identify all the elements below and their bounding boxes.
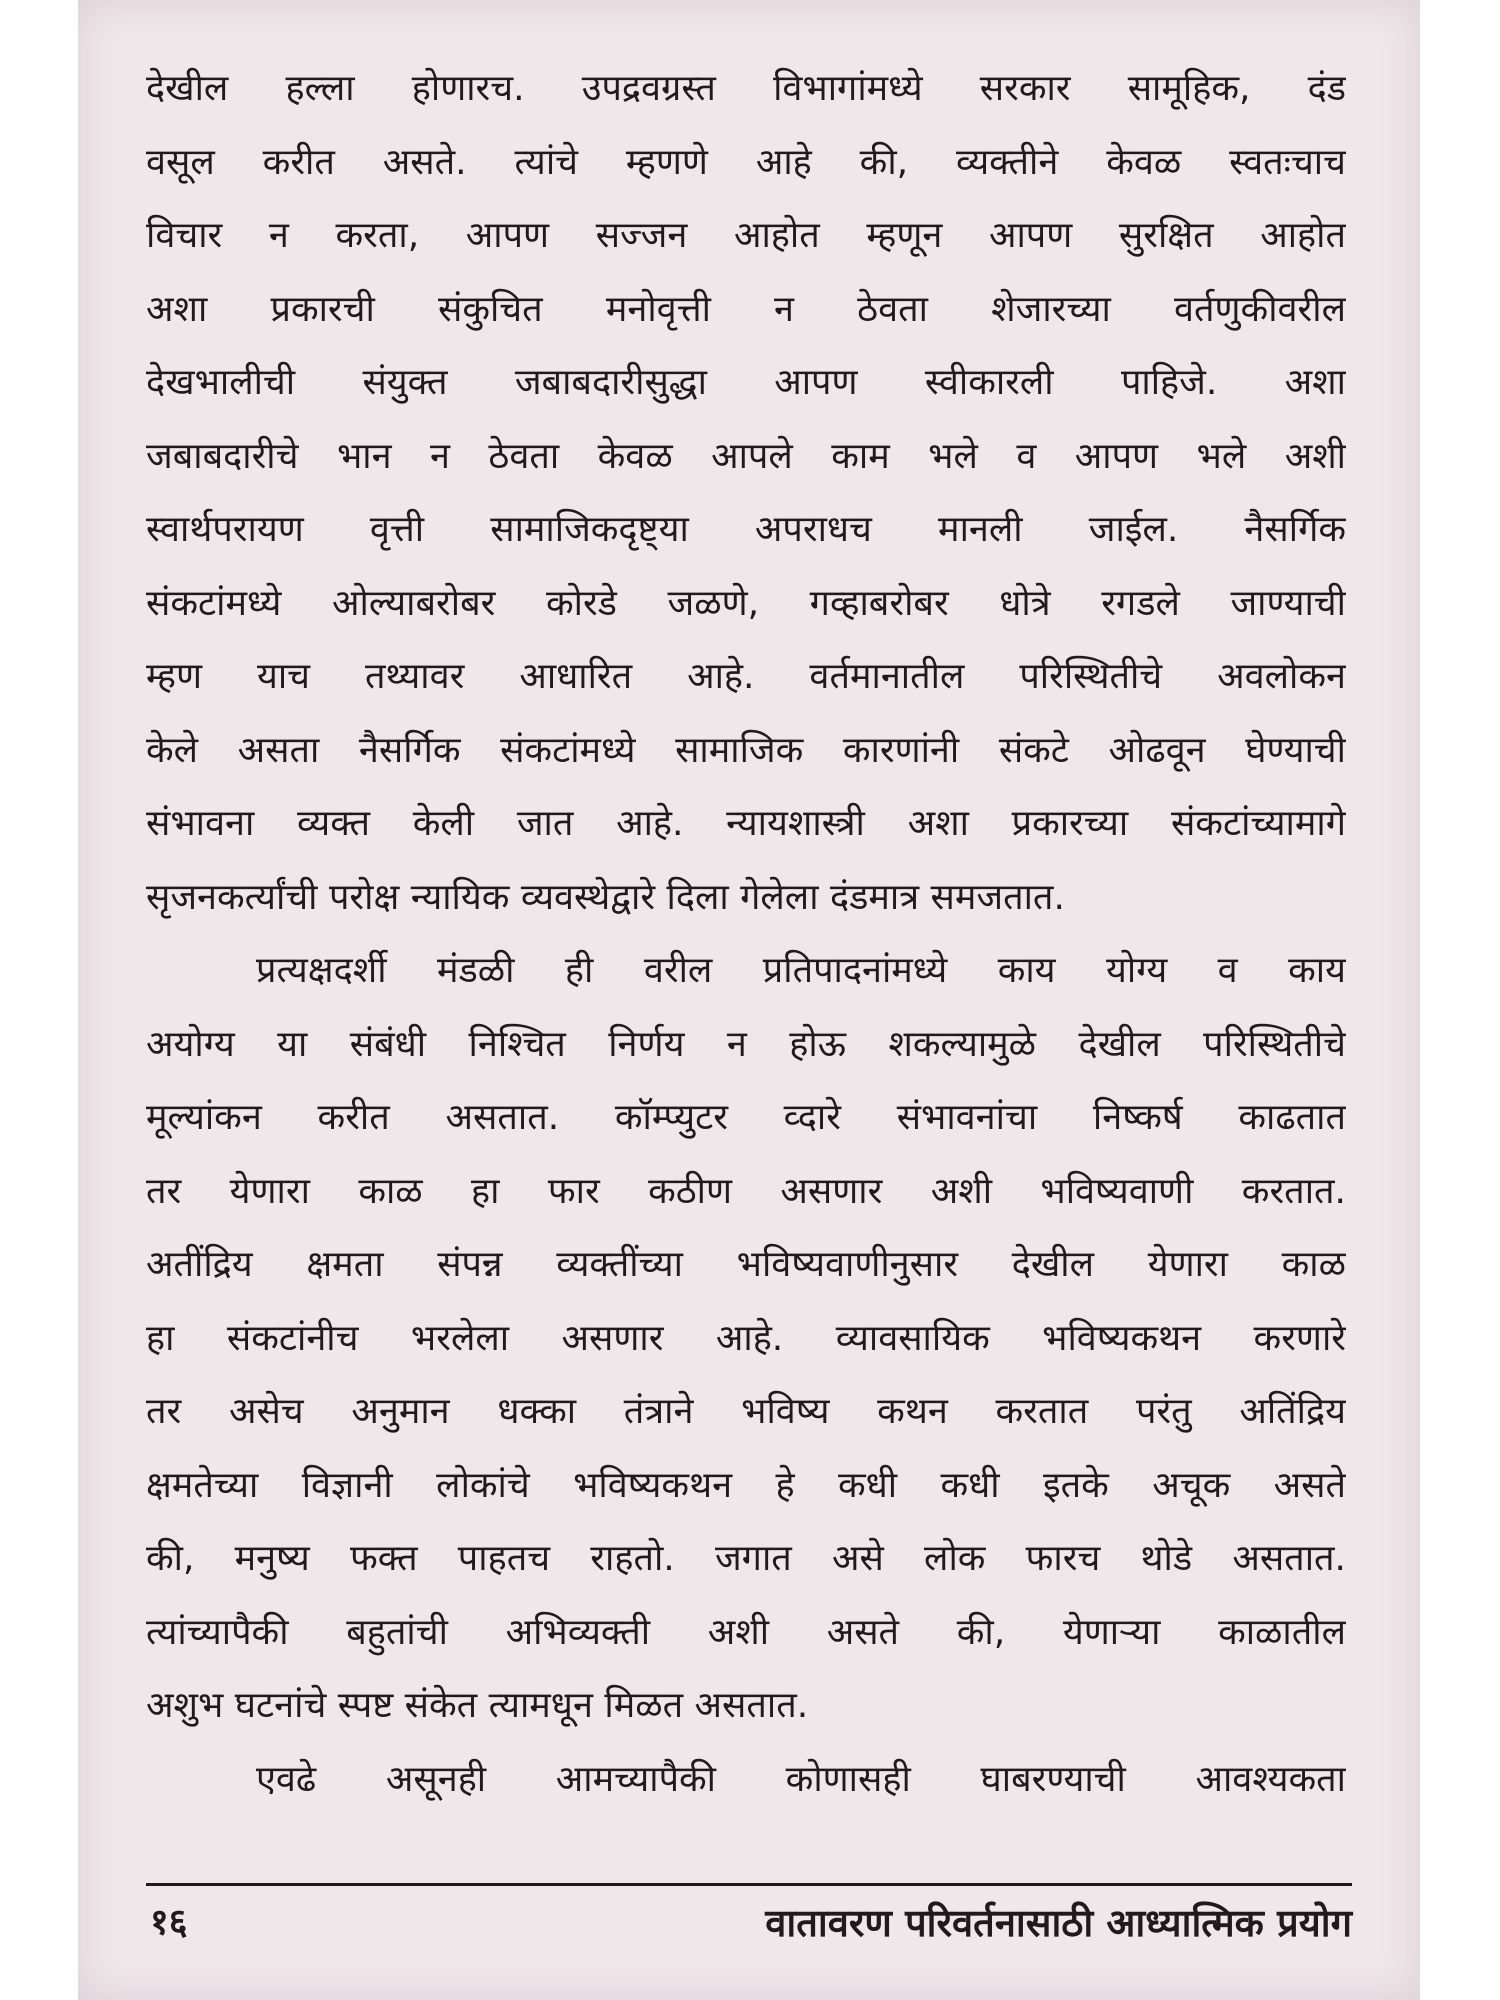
- text-line: अतींद्रिय क्षमता संपन्न व्यक्तींच्या भविष्यवाणीनुसार देखील येणारा काळ: [146, 1244, 1346, 1285]
- text-line: अशुभ घटनांचे स्पष्ट संकेत त्यामधून मिळत असतात.: [146, 1685, 809, 1726]
- footer-rule: [146, 1883, 1352, 1886]
- text-line: विचार न करता, आपण सज्जन आहोत म्हणून आपण सुरक्षित आहोत: [146, 215, 1346, 256]
- text-line: संकटांमध्ये ओल्याबरोबर कोरडे जळणे, गव्हाबरोबर धोत्रे रगडले जाण्याची: [146, 582, 1346, 624]
- text-line: केले असता नैसर्गिक संकटांमध्ये सामाजिक कारणांनी संकटे ओढवून घेण्याची: [146, 729, 1346, 771]
- text-line: हा संकटांनीच भरलेला असणार आहे. व्यावसायिक भविष्यकथन करणारे: [146, 1317, 1346, 1359]
- text-line: देखील हल्ला होणारच. उपद्रवग्रस्त विभागांमध्ये सरकार सामूहिक, दंड: [146, 68, 1346, 109]
- text-line: तर येणारा काळ हा फार कठीण असणार अशी भविष्यवाणी करतात.: [146, 1170, 1346, 1212]
- paragraph-start-line: प्रत्यक्षदर्शी मंडळी ही वरील प्रतिपादनांमध्ये काय योग्य व काय: [256, 950, 1346, 991]
- text-line: तर असेच अनुमान धक्का तंत्राने भविष्य कथन करतात परंतु अतिंद्रिय: [146, 1391, 1346, 1432]
- text-line: देखभालीची संयुक्त जबाबदारीसुद्धा आपण स्वीकारली पाहिजे. अशा: [146, 362, 1346, 403]
- text-line: स्वार्थपरायण वृत्ती सामाजिकदृष्ट्या अपराधच मानली जाईल. नैसर्गिक: [146, 509, 1346, 550]
- text-line: अशा प्रकारची संकुचित मनोवृत्ती न ठेवता शेजारच्या वर्तणुकीवरील: [146, 288, 1346, 330]
- paragraph-start-line: एवढे असूनही आमच्यापैकी कोणासही घाबरण्याची आवश्यकता: [256, 1758, 1346, 1800]
- text-line: संभावना व्यक्त केली जात आहे. न्यायशास्त्री अशा प्रकारच्या संकटांच्यामागे: [146, 803, 1346, 844]
- text-line: सृजनकर्त्यांची परोक्ष न्यायिक व्यवस्थेद्वारे दिला गेलेला दंडमात्र समजतात.: [146, 876, 1065, 918]
- page-body-text: [146, 52, 1346, 1816]
- text-line: मूल्यांकन करीत असतात. कॉम्प्युटर व्दारे संभावनांचा निष्कर्ष काढतात: [146, 1097, 1346, 1138]
- text-line: की, मनुष्य फक्त पाहतच राहतो. जगात असे लोक फारच थोडे असतात.: [146, 1538, 1346, 1579]
- text-line: क्षमतेच्या विज्ञानी लोकांचे भविष्यकथन हे कधी कधी इतके अचूक असते: [146, 1464, 1346, 1506]
- text-line: त्यांच्यापैकी बहुतांची अभिव्यक्ती अशी असते की, येणाऱ्या काळातील: [146, 1611, 1346, 1653]
- page-number: १६: [150, 1902, 188, 1943]
- text-line: अयोग्य या संबंधी निश्चित निर्णय न होऊ शकल्यामुळे देखील परिस्थितीचे: [146, 1023, 1346, 1065]
- running-title: वातावरण परिवर्तनासाठी आध्यात्मिक प्रयोग: [765, 1901, 1352, 1945]
- text-line: जबाबदारीचे भान न ठेवता केवळ आपले काम भले व आपण भले अशी: [146, 435, 1346, 477]
- text-line: वसूल करीत असते. त्यांचे म्हणणे आहे की, व्यक्तीने केवळ स्वतःचाच: [146, 141, 1346, 183]
- text-line: म्हण याच तथ्यावर आधारित आहे. वर्तमानातील परिस्थितीचे अवलोकन: [146, 656, 1346, 697]
